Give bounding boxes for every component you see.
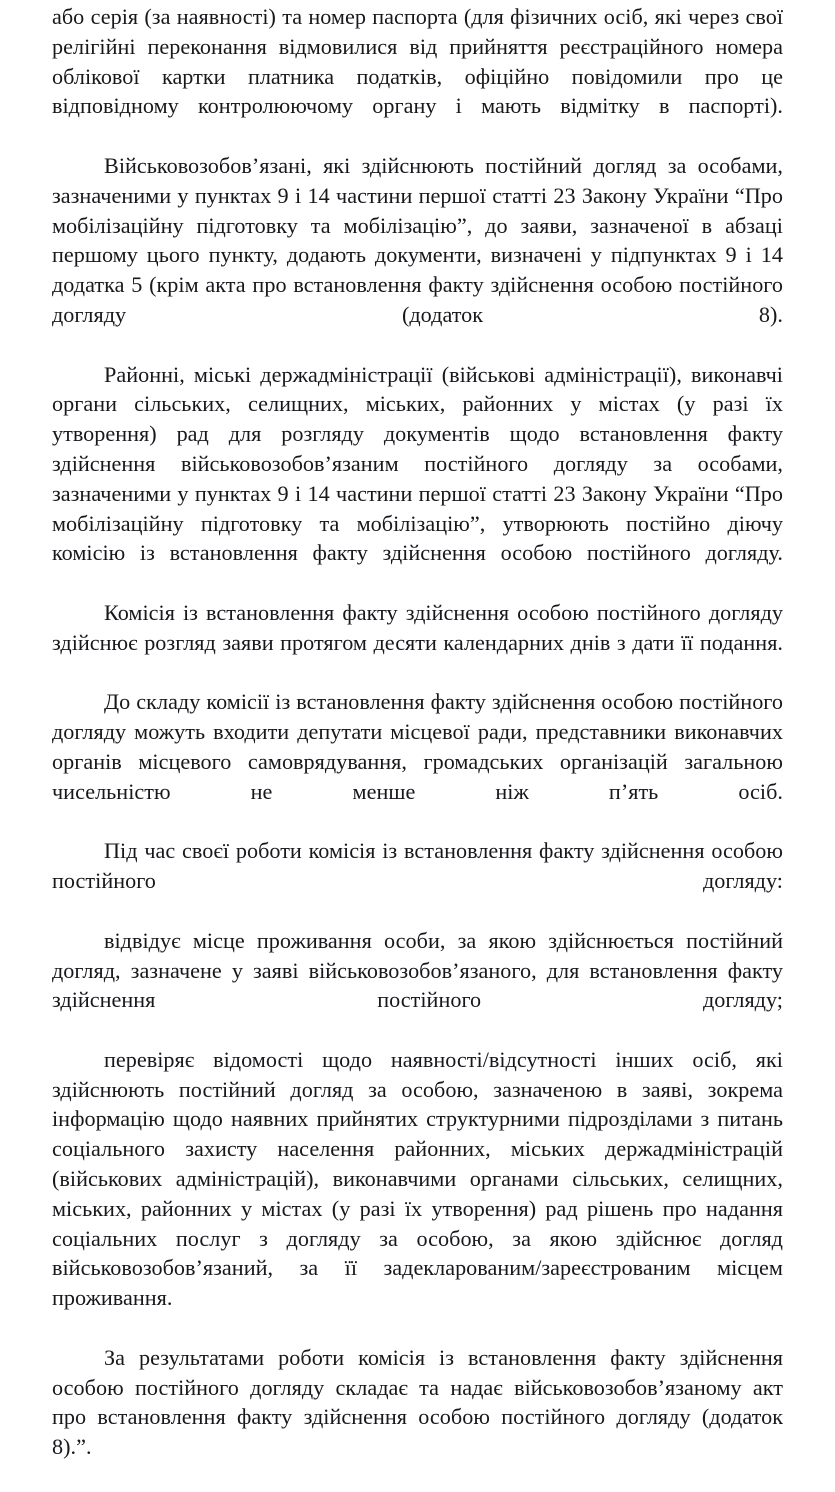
paragraph-verifies-information: перевіряє відомості щодо наявності/відсутності інших осіб, які здійснюють постійний догляд за особою, зазначеною в заяві, зокрема інформацію щодо наявних прийнятих структурними підрозділами з питань соціального захисту населення районних, міських держадміністрацій (військових адміністрацій), виконавчими органами сільських, селищних, міських, районних у містах (у разі їх утворення) рад рішень про надання соціальних послуг з догляду за особою, за якою здійснює догляд військовозобов’язаний, за її задекларованим/зареєстрованим місцем проживання. xyxy=(52,1046,783,1311)
paragraph-commission-review-term: Комісія із встановлення факту здійснення особою постійного догляду здійснює розгляд заяви протягом десяти календарних днів з дати її подання. xyxy=(52,599,783,655)
document-text-body xyxy=(52,2,783,1492)
paragraph-commission-work-intro: Під час своєї роботи комісія із встановлення факту здійснення особою постійного догляду: xyxy=(52,838,783,894)
paragraph-passport-series: або серія (за наявності) та номер паспорта (для фізичних осіб, які через свої релігійні переконання відмовилися від прийняття реєстраційного номера облікової картки платника податків, офіційно повідомили про це відповідному контролюючому органу і мають відмітку в паспорті). xyxy=(52,4,783,119)
paragraph-military-liable-care: Військовозобов’язані, які здійснюють постійний догляд за особами, зазначеними у пунктах 9 і 14 частини першої статті 23 Закону України “Про мобілізаційну підготовку та мобілізацію”, до заяви, зазначеної в абзаці першому цього пункту, додають документи, визначені у підпунктах 9 і 14 додатка 5 (крім акта про встановлення факту здійснення особою постійного догляду (додаток 8). xyxy=(52,152,783,327)
paragraph-commission-composition: До складу комісії із встановлення факту здійснення особою постійного догляду можуть входити депутати місцевої ради, представники виконавчих органів місцевого самоврядування, громадських організацій загальною чисельністю не менше ніж п’ять осіб. xyxy=(52,689,783,804)
paragraph-commission-result-act: За результатами роботи комісія із встановлення факту здійснення особою постійного догляду складає та надає військовозобов’язаному акт про встановлення факту здійснення особою постійного догляду (додаток 8).”. xyxy=(52,1344,783,1460)
paragraph-district-city-administrations: Районні, міські держадміністрації (військові адміністрації), виконавчі органи сільських, селищних, міських, районних у містах (у разі їх утворення) рад для розгляду документів щодо встановлення факту здійснення військовозобов’язаним постійного догляду за особами, зазначеними у пунктах 9 і 14 частини першої статті 23 Закону України “Про мобілізаційну підготовку та мобілізацію”, утворюють постійно діючу комісію із встановлення факту здійснення особою постійного догляду. xyxy=(52,361,783,566)
paragraph-visits-residence: відвідує місце проживання особи, за якою здійснюється постійний догляд, зазначене у заяві військовозобов’язаного, для встановлення факту здійснення постійного догляду; xyxy=(52,927,783,1013)
